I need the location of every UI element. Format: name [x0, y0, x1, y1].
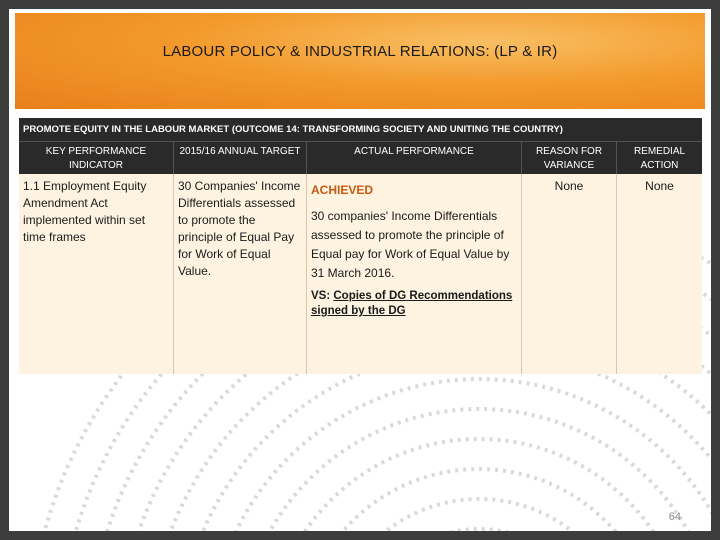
cell-reason: None — [522, 174, 617, 374]
table-row — [19, 174, 702, 374]
table-header-row — [19, 141, 702, 174]
cell-actual — [307, 174, 522, 374]
column-header-target: 2015/16 ANNUAL TARGET — [174, 142, 307, 174]
vs-prefix: VS: — [311, 290, 334, 302]
column-header-remedial: REMEDIAL ACTION — [633, 146, 686, 171]
verification-source — [311, 289, 517, 319]
column-header-actual: ACTUAL PERFORMANCE — [307, 142, 522, 174]
page-number: 64 — [668, 511, 681, 523]
slide-title: LABOUR POLICY & INDUSTRIAL RELATIONS: (LP & IR) — [162, 43, 558, 60]
performance-table — [19, 118, 702, 374]
achieved-status: ACHIEVED — [311, 183, 374, 197]
column-header-reason: REASON FOR VARIANCE — [522, 142, 617, 174]
actual-performance-text: 30 companies' Income Differentials assessed to promote the principle of Equal pay for Work of Equal Value by 31 March 2016. — [311, 209, 510, 280]
cell-target: 30 Companies' Income Differentials assessed to promote the principle of Equal Pay for Work of Equal Value. — [174, 174, 307, 374]
cell-remedial: None — [645, 179, 674, 193]
vs-text: Copies of DG Recommendations signed by the DG — [311, 290, 513, 317]
cell-indicator: 1.1 Employment Equity Amendment Act implemented within set time frames — [19, 174, 174, 374]
slide — [9, 9, 711, 531]
column-header-indicator: KEY PERFORMANCE INDICATOR — [19, 142, 174, 174]
title-band — [15, 13, 705, 109]
table-band-header: PROMOTE EQUITY IN THE LABOUR MARKET (OUTCOME 14: TRANSFORMING SOCIETY AND UNITING THE COUNTRY) — [19, 118, 702, 141]
